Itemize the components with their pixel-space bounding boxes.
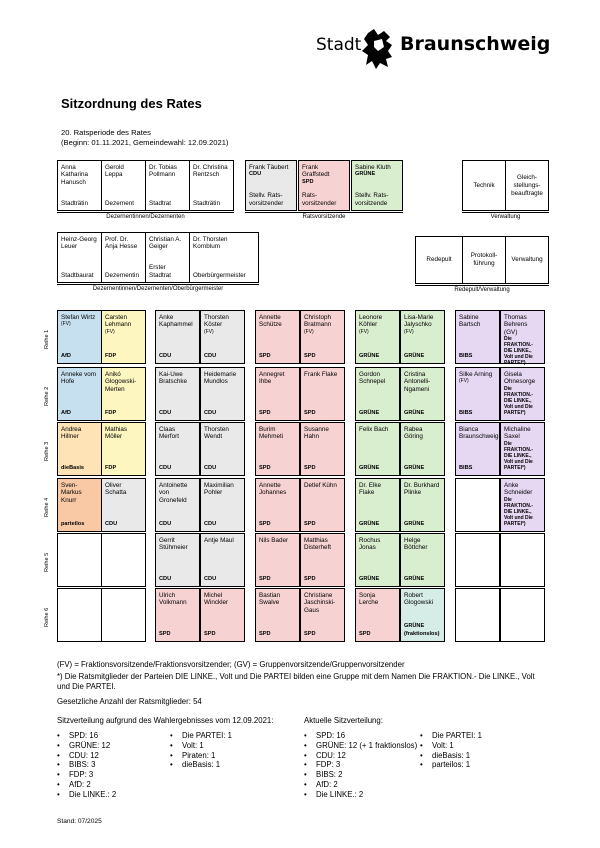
seat-party: SPD [159, 630, 171, 637]
seat-party: SPD [304, 409, 316, 416]
council-seat [200, 367, 245, 421]
list-item: • Die PARTEI: 1 [420, 731, 482, 741]
council-seat [455, 478, 500, 532]
total-text: Gesetzliche Anzahl der Ratsmitglieder: 54 [57, 697, 202, 706]
seat-name: Nils Bader [259, 537, 289, 544]
lectern-box: Redepult [415, 236, 463, 284]
seat-name: Andrea Hillner [61, 426, 82, 441]
seat-name: Thomas Behrens (GV) [504, 314, 528, 336]
seat-party: SPD [359, 630, 371, 637]
list-item: • Die LINKE.: 2 [57, 790, 116, 800]
seat-party: GRÜNE [404, 520, 425, 527]
seat-name: Dr. Elke Flake [359, 482, 382, 497]
chair-box: Frank Graffstedt SPD Rats-vorsitzender [298, 160, 350, 211]
seat-name: Helge Böttcher [404, 537, 428, 552]
seat-name: Thorsten Köster [204, 314, 229, 329]
seat-name: Anke Schneider [504, 482, 533, 497]
seat-party: CDU [159, 409, 172, 416]
seat-party: BIBS [459, 352, 473, 359]
council-seat [200, 588, 245, 642]
period-detail: (Beginn: 01.11.2021, Gemeindewahl: 12.09.2021) [61, 138, 229, 147]
row-label: Reihe 6 [44, 607, 50, 627]
seat-party: CDU [204, 352, 217, 359]
lectern-box: Protokoll-führung [462, 236, 506, 284]
list-item: • CDU: 12 [57, 751, 116, 761]
council-seat [455, 310, 500, 364]
seat-party: GRÜNE [359, 409, 380, 416]
official-box: Christian A. Geiger Erster Stadtrat [145, 232, 190, 283]
seat-name: Annegret Ihbe [259, 371, 285, 386]
list-item: • FDP: 3 [57, 770, 116, 780]
seat-party: SPD [304, 352, 316, 359]
seat-name: Leonore Köhler [359, 314, 383, 329]
seat-fv: (FV) [304, 328, 314, 335]
seat-name: Heidemarie Mundlos [204, 371, 237, 386]
seat-party: GRÜNE [359, 352, 380, 359]
seat-party: dieBasis [61, 464, 85, 471]
council-seat [57, 478, 102, 532]
official-box: Dr. Thorsten Kornblum Oberbürgermeister [189, 232, 259, 283]
official-box: Dr. Tobias Pollmann Stadtrat [145, 160, 190, 211]
seat-fv: (FV) [61, 321, 71, 328]
seat-name: Felix Bach [359, 426, 389, 433]
seat-name: Rochus Jonas [359, 537, 381, 552]
council-seat [255, 478, 300, 532]
council-seat [455, 422, 500, 476]
council-seat [500, 367, 545, 421]
seat-group: Die FRAKTION.- DIE LINKE., Volt und Die PARTEI*) [504, 336, 533, 367]
seat-party: GRÜNE [404, 409, 425, 416]
list-item: • FDP: 3 [304, 760, 417, 770]
seat-name: Detlef Kühn [304, 482, 337, 489]
seat-party: AfD [61, 409, 71, 416]
council-seat [400, 367, 445, 421]
council-seat [155, 367, 200, 421]
council-seat [355, 478, 400, 532]
council-seat [57, 422, 102, 476]
chair-box: Sabine Kluth GRÜNE Stellv. Rats-vorsitzende [351, 160, 403, 211]
seat-name: Gerrit Stühmeier [159, 537, 188, 552]
list-item: • GRÜNE: 12 [57, 741, 116, 751]
seat-name: Bianca Braunschweig [459, 426, 499, 441]
caption-ratsvorsitzende: Ratsvorsitzende [245, 212, 403, 220]
seat-name: Oliver Schatta [105, 482, 127, 497]
seat-party: BIBS [459, 464, 473, 471]
seat-fv: (FV) [105, 328, 115, 335]
seat-name: Burim Mehmeti [259, 426, 284, 441]
seat-party: SPD [259, 520, 271, 527]
seat-fv: (FV) [459, 378, 469, 385]
seat-party: GRÜNE [359, 575, 380, 582]
logo-prefix: Stadt [316, 35, 362, 55]
council-seat [300, 422, 345, 476]
seat-name: Silke Arning [459, 371, 493, 378]
current-list [420, 731, 482, 770]
council-seat [101, 422, 146, 476]
council-seat [255, 310, 300, 364]
council-seat [300, 588, 345, 642]
council-seat [57, 588, 102, 642]
seat-party: GRÜNE [404, 352, 425, 359]
seat-fv: (FV) [204, 328, 214, 335]
council-seat [101, 367, 146, 421]
seat-name: Anke Kaphammel [159, 314, 193, 329]
seat-name: Christoph Bratmann [304, 314, 332, 329]
seat-party: parteilos [61, 520, 85, 527]
seat-party: SPD [204, 630, 216, 637]
council-seat [200, 422, 245, 476]
list-item: • parteilos: 1 [420, 760, 482, 770]
seat-party: BIBS [459, 409, 473, 416]
seat-name: Cristina Antonelli-Ngameni [404, 371, 431, 393]
seat-name: Carsten Lehmann [105, 314, 132, 329]
council-seat [300, 478, 345, 532]
row-label: Reihe 1 [44, 329, 50, 349]
council-seat [400, 478, 445, 532]
seat-party: SPD [259, 575, 271, 582]
seat-party: CDU [159, 352, 172, 359]
seat-group: Die FRAKTION.- DIE LINKE., Volt und Die PARTEI*) [504, 496, 533, 527]
seat-name: Christiane Jaschinski-Gaus [304, 592, 336, 614]
seat-name: Gisela Ohnesorge [504, 371, 536, 386]
council-seat [101, 533, 146, 587]
seat-name: Antje Maul [204, 537, 234, 544]
caption-dez-ob: Dezernentinnen/Dezernenten/Oberbürgermeister [57, 284, 259, 292]
seat-name: Annette Johannes [259, 482, 287, 497]
council-seat [400, 588, 445, 642]
seat-party: CDU [204, 575, 217, 582]
council-seat [355, 422, 400, 476]
seat-party: FDP [105, 464, 117, 471]
seat-name: Robert Glogowski [404, 592, 434, 607]
seat-name: Ulrich Volkmann [159, 592, 187, 607]
seat-party: CDU [159, 575, 172, 582]
seat-name: Matthias Disterheft [304, 537, 331, 552]
seat-name: Frank Flake [304, 371, 338, 378]
list-item: • Piraten: 1 [170, 751, 232, 761]
row-label: Reihe 5 [44, 552, 50, 572]
council-seat [155, 588, 200, 642]
council-seat [400, 310, 445, 364]
current-title: Aktuelle Sitzverteilung: [304, 716, 383, 725]
seat-party: CDU [204, 464, 217, 471]
seat-name: Anikó Glogowski-Merten [105, 371, 137, 393]
seat-name: Maximilian Pohler [204, 482, 234, 497]
lectern-box: Verwaltung [505, 236, 549, 284]
caption-verwaltung: Verwaltung [462, 212, 549, 220]
seat-name: Rabea Göring [404, 426, 423, 441]
seat-name: Michaline Saxel [504, 426, 531, 441]
seat-party: SPD [259, 630, 271, 637]
official-box: Anna Katharina Hanusch Stadträtin [57, 160, 102, 211]
caption-redepult: Redepult/Verwaltung [415, 285, 549, 293]
seat-name: Anneke vom Hofe [61, 371, 97, 386]
council-seat [300, 533, 345, 587]
list-item: • Volt: 1 [170, 741, 232, 751]
list-item: • AfD: 2 [304, 780, 417, 790]
distribution-title: Sitzverteilung aufgrund des Wahlergebnisses vom 12.09.2021: [57, 716, 274, 725]
council-seat [500, 478, 545, 532]
council-seat [155, 422, 200, 476]
official-box: Gerold Leppa Dezernent [101, 160, 146, 211]
council-seat [455, 533, 500, 587]
seat-name: Thorsten Wendt [204, 426, 229, 441]
official-box: Heinz-Georg Leuer Stadtbaurat [57, 232, 102, 283]
seat-name: Bastian Swalve [259, 592, 281, 607]
list-item: • GRÜNE: 12 (+ 1 fraktionslos) [304, 741, 417, 751]
council-seat [200, 478, 245, 532]
distribution-list [170, 731, 232, 770]
list-item: • BIBS: 3 [57, 760, 116, 770]
list-item: • Die LINKE.: 2 [304, 790, 417, 800]
seat-party: GRÜNE [359, 464, 380, 471]
seat-party: SPD [259, 352, 271, 359]
seat-party: FDP [105, 352, 117, 359]
seat-name: Dr. Burkhard Plinke [404, 482, 440, 497]
seat-name: Sonja Lerche [359, 592, 379, 607]
seat-party: SPD [304, 520, 316, 527]
current-list [304, 731, 417, 800]
council-seat [101, 478, 146, 532]
seat-name: Kai-Uwe Bratschke [159, 371, 187, 386]
distribution-list [57, 731, 116, 800]
council-seat [155, 478, 200, 532]
seat-name: Susanne Hahn [304, 426, 329, 441]
legend-text: (FV) = Fraktionsvorsitzende/Fraktionsvorsitzender; (GV) = Gruppenvorsitzende/Gruppenvorsitzender [57, 660, 405, 669]
list-item: • Volt: 1 [420, 741, 482, 751]
list-item: • dieBasis: 1 [420, 751, 482, 761]
list-item: • SPD: 16 [304, 731, 417, 741]
council-seat [455, 588, 500, 642]
council-seat [500, 310, 545, 367]
council-seat [455, 367, 500, 421]
council-seat [300, 367, 345, 421]
council-seat [500, 588, 545, 642]
seat-name: Lisa-Marie Jalyschko [404, 314, 434, 329]
caption-dezernenten: Dezernentinnen/Dezernenten [57, 212, 234, 220]
seat-party: SPD [304, 630, 316, 637]
seat-party: CDU [204, 520, 217, 527]
seat-party: FDP [105, 409, 117, 416]
council-seat [355, 588, 400, 642]
period: 20. Ratsperiode des Rates [61, 128, 151, 137]
note-text: *) Die Ratsmitglieder der Parteien DIE LINKE., Volt und Die PARTEI bilden eine Gruppe mit dem Namen Die FRAKTION.- Die LINKE., Volt und Die PARTEI. [57, 672, 535, 691]
seat-party: CDU [159, 520, 172, 527]
list-item: • Die PARTEI: 1 [170, 731, 232, 741]
council-seat [255, 588, 300, 642]
council-seat [57, 533, 102, 587]
seat-group: Die FRAKTION.- DIE LINKE., Volt und Die PARTEI*) [504, 385, 533, 416]
seat-party: AfD [61, 352, 71, 359]
admin-box: Gleich-stellungs-beauftragte [505, 160, 549, 211]
council-seat [500, 533, 545, 587]
council-seat [355, 367, 400, 421]
footer-stand: Stand: 07/2025 [57, 818, 102, 825]
council-seat [300, 310, 345, 364]
row-label: Reihe 2 [44, 386, 50, 406]
seat-party: CDU [105, 520, 118, 527]
council-seat [101, 588, 146, 642]
seat-name: Antoinette von Gronefeld [159, 482, 188, 504]
council-seat [57, 367, 102, 421]
council-seat [57, 310, 102, 364]
council-seat [355, 533, 400, 587]
seat-name: Sabine Bartsch [459, 314, 481, 329]
council-seat [400, 533, 445, 587]
council-seat [200, 310, 245, 364]
seat-party: SPD [304, 464, 316, 471]
council-seat [155, 310, 200, 364]
seat-name: Stefan Wirtz [61, 314, 96, 321]
seat-party: CDU [159, 464, 172, 471]
seat-name: Annette Schütze [259, 314, 282, 329]
list-item: • dieBasis: 1 [170, 760, 232, 770]
seat-party: SPD [259, 464, 271, 471]
council-seat [255, 367, 300, 421]
seat-name: Michel Winckler [204, 592, 229, 607]
row-label: Reihe 4 [44, 497, 50, 517]
seat-party: GRÜNE [359, 520, 380, 527]
seat-name: Sven-Markus Knurr [61, 482, 82, 504]
list-item: • SPD: 16 [57, 731, 116, 741]
council-seat [400, 422, 445, 476]
page-title: Sitzordnung des Rates [61, 96, 202, 111]
seat-party: GRÜNE [404, 575, 425, 582]
admin-box: Technik [462, 160, 506, 211]
seat-name: Gordon Schnepel [359, 371, 386, 386]
list-item: • BIBS: 2 [304, 770, 417, 780]
seat-party: GRÜNE [404, 464, 425, 471]
council-seat [255, 533, 300, 587]
council-seat [200, 533, 245, 587]
council-seat [355, 310, 400, 364]
seat-fv: (FV) [359, 328, 369, 335]
chair-box: Frank Täubert CDU Stellv. Rats-vorsitzender [245, 160, 297, 211]
official-box: Dr. Christina Rentzsch Stadträtin [189, 160, 234, 211]
logo-city: Braunschweig [400, 33, 551, 55]
seat-fv: (FV) [404, 328, 414, 335]
seat-name: Claas Merfort [159, 426, 179, 441]
list-item: • CDU: 12 [304, 751, 417, 761]
list-item: • AfD: 2 [57, 780, 116, 790]
seat-group: Die FRAKTION.- DIE LINKE., Volt und Die PARTEI*) [504, 440, 533, 471]
lion-icon [360, 27, 398, 71]
council-seat [155, 533, 200, 587]
seat-name: Mathias Möller [105, 426, 128, 441]
seat-party: CDU [204, 409, 217, 416]
council-seat [101, 310, 146, 364]
council-seat [500, 422, 545, 476]
row-label: Reihe 3 [44, 441, 50, 461]
council-seat [255, 422, 300, 476]
seat-party: SPD [259, 409, 271, 416]
seat-party: GRÜNE (fraktionslos) [404, 623, 440, 637]
seat-party: SPD [304, 575, 316, 582]
official-box: Prof. Dr. Anja Hesse Dezernentin [101, 232, 146, 283]
